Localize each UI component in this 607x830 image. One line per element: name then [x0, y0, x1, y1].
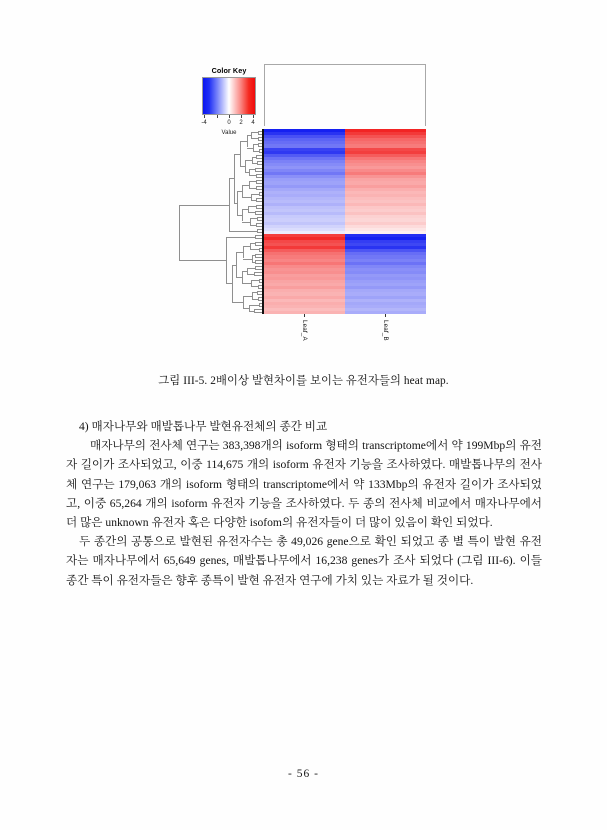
dendrogram-branch: [255, 254, 256, 257]
color-key-tick: [217, 115, 218, 118]
dendrogram-branch: [255, 257, 262, 258]
dendrogram-branch: [255, 254, 262, 255]
dendrogram-branch: [259, 303, 260, 306]
dendrogram-branch: [255, 242, 262, 243]
dendrogram-branch: [242, 185, 243, 197]
heatmap-matrix-wrapper: [264, 129, 426, 314]
dendrogram-branch: [229, 178, 230, 230]
dendrogram-branch: [251, 286, 259, 287]
color-key-tick-labels: [198, 120, 260, 129]
dendrogram-branch: [242, 222, 250, 223]
dendrogram-branch: [258, 131, 259, 134]
dendrogram-branch: [243, 296, 252, 297]
dendrogram-branch: [249, 305, 259, 306]
dendrogram-branch: [259, 279, 260, 282]
dendrogram-branch: [251, 138, 258, 139]
column-tick: [304, 314, 305, 317]
dendrogram-branch: [247, 268, 248, 274]
paragraph-shared-genes: 두 종간의 공통으로 발현된 유전자수는 총 49,026 gene으로 확인 되었고 종 별 특이 발현 유전자는 매자나무에서 65,649 genes, 매발톱나무에서 16,238 genes가 조사 되었다 (그림 III-6). 이들 종간 특이 유전자들은 향후 종특이 발현 유전자 연구에 가치 있는 자료가 될 것이다.: [66, 535, 542, 587]
dendrogram-branch: [254, 272, 262, 273]
dendrogram-branch: [247, 274, 255, 275]
figure-caption: 그림 III-5. 2배이상 발현차이를 보이는 유전자들의 heat map.: [158, 375, 449, 387]
dendrogram-branch: [250, 218, 257, 219]
dendrogram-branch: [251, 280, 252, 286]
body-text-container: [66, 417, 542, 590]
dendrogram-branch: [252, 163, 257, 164]
dendrogram-branch: [254, 309, 262, 310]
dendrogram-branch: [250, 249, 259, 250]
dendrogram-branch: [234, 203, 237, 204]
dendrogram-branch: [237, 191, 238, 216]
dendrogram-branch: [255, 214, 262, 215]
dendrogram-branch: [255, 260, 262, 261]
column-dendrogram: [264, 64, 426, 126]
dendrogram-branch: [232, 302, 243, 303]
dendrogram-branch: [240, 141, 241, 166]
dendrogram-branch: [252, 262, 256, 263]
dendrogram-branch: [255, 235, 262, 236]
dendrogram-branch: [259, 192, 260, 195]
dendrogram-branch: [248, 206, 249, 212]
dendrogram-branch: [258, 137, 259, 140]
dendrogram-branch: [264, 64, 265, 126]
dendrogram-branch: [255, 211, 256, 214]
color-key-tick: [253, 115, 254, 118]
dendrogram-branch: [249, 169, 250, 175]
dendrogram-branch: [258, 297, 259, 300]
dendrogram-branch: [264, 64, 426, 65]
dendrogram-branch: [252, 157, 253, 163]
color-key-tick: [204, 115, 205, 118]
dendrogram-branch: [251, 194, 259, 195]
dendrogram-branch: [255, 269, 262, 270]
dendrogram-branch: [248, 206, 255, 207]
dendrogram-branch: [179, 260, 226, 261]
heatmap-matrix: [264, 129, 426, 314]
dendrogram-branch: [234, 154, 235, 203]
color-key-value-label: Value: [221, 130, 237, 136]
dendrogram-branch: [255, 171, 262, 172]
dendrogram-branch: [252, 292, 253, 298]
color-key-gradient: [202, 77, 256, 115]
heatmap-column-labels: [264, 318, 426, 358]
dendrogram-branch: [242, 197, 251, 198]
dendrogram-branch: [258, 285, 259, 288]
dendrogram-branch: [229, 231, 256, 232]
dendrogram-branch: [243, 246, 244, 258]
page-number: - 56 -: [288, 768, 319, 780]
color-key-tick: [229, 115, 230, 118]
dendrogram-branch: [256, 223, 257, 226]
dendrogram-branch: [251, 280, 259, 281]
dendrogram-branch: [255, 266, 256, 269]
heatmap-column-leaf-a: [264, 129, 345, 314]
dendrogram-branch: [257, 229, 258, 232]
dendrogram-branch: [254, 272, 255, 275]
dendrogram-branch: [179, 205, 229, 206]
dendrogram-branch: [249, 181, 250, 187]
dendrogram-branch: [254, 312, 262, 313]
dendrogram-branch: [254, 309, 255, 312]
dendrogram-branch: [256, 155, 257, 158]
color-key-title: Color Key: [211, 66, 247, 75]
dendrogram-branch: [256, 180, 257, 183]
dendrogram-branch: [232, 265, 233, 302]
dendrogram-branch: [249, 175, 257, 176]
color-key-tick-label: -4: [201, 120, 207, 126]
dendrogram-branch: [248, 212, 255, 213]
dendrogram-branch: [243, 246, 250, 247]
dendrogram-branch: [251, 194, 252, 200]
dendrogram-branch: [255, 266, 262, 267]
color-key-tick-label: 4: [251, 120, 255, 126]
dendrogram-branch: [249, 188, 255, 189]
dendrogram-branch: [250, 225, 256, 226]
dendrogram-branch: [255, 238, 262, 239]
dendrogram-branch: [255, 168, 256, 171]
dendrogram-branch: [425, 64, 426, 126]
dendrogram-branch: [226, 237, 255, 238]
dendrogram-branch: [257, 161, 258, 164]
dendrogram-branch: [179, 205, 180, 261]
dendrogram-branch: [245, 160, 246, 172]
dendrogram-branch: [242, 283, 250, 284]
dendrogram-branch: [243, 308, 248, 309]
dendrogram-branch: [255, 168, 262, 169]
dendrogram-branch: [259, 149, 260, 152]
color-key-tick-label: 0: [227, 120, 231, 126]
dendrogram-branch: [256, 205, 257, 208]
dendrogram-branch: [257, 291, 258, 294]
column-label-leaf-b: Leaf_B: [382, 320, 389, 341]
dendrogram-branch: [242, 209, 243, 221]
heatmap-figure: [168, 52, 458, 362]
dendrogram-branch: [237, 215, 242, 216]
color-key-tick: [241, 115, 242, 118]
dendrogram-branch: [251, 132, 252, 138]
dendrogram-branch: [242, 271, 243, 283]
dendrogram-branch: [236, 252, 237, 277]
dendrogram-branch: [247, 268, 256, 269]
figure-heatmap-block: [0, 52, 607, 362]
color-key-tick-label: 2: [239, 120, 243, 126]
dendrogram-branch: [255, 242, 256, 245]
dendrogram-branch: [249, 311, 255, 312]
column-label-leaf-a: Leaf_A: [301, 320, 308, 341]
section-heading: 4) 매자나무와 매발톱나무 발현유전체의 종간 비교: [79, 420, 328, 433]
dendrogram-branch: [255, 245, 262, 246]
dendrogram-branch: [243, 259, 252, 260]
dendrogram-branch: [255, 260, 256, 263]
dendrogram-branch: [240, 166, 245, 167]
dendrogram-branch: [258, 143, 259, 146]
dendrogram-branch: [236, 277, 242, 278]
dendrogram-branch: [243, 296, 244, 308]
dendrogram-branch: [226, 237, 227, 283]
paragraph-transcriptome-comparison: 매자나무의 전사체 연구는 383,398개의 isoform 형태의 transcriptome에서 약 199Mbp의 유전자 길이가 조사되었고, 이중 114,675 개의 isoform 유전자 기능을 조사하였다. 매발톱나무의 전사체 연구는 179,063 개의 isoform 형태의 transcriptome에서 약 133Mbp의 유전자 길이가 조사되었고, 이중 65,264 개의 isoform 유전자 기능을 조사하였다. 두 종의 전사체 비교에서 매자나무에서 더 많은 unknown 유전자 혹은 다양한 isofom의 유전자들이 더 많이 있음이 확인 되었다.: [66, 439, 542, 530]
heatmap-column-leaf-b: [345, 129, 426, 314]
dendrogram-branch: [249, 305, 250, 311]
dendrogram-branch: [251, 200, 256, 201]
color-key-legend: [194, 66, 264, 136]
dendrogram-branch: [255, 235, 256, 238]
dendrogram-branch: [253, 144, 254, 150]
dendrogram-branch: [256, 174, 257, 177]
dendrogram-branch: [245, 172, 249, 173]
column-tick: [385, 314, 386, 317]
dendrogram-branch: [256, 186, 257, 189]
dendrogram-branch: [257, 217, 258, 220]
dendrogram-branch: [250, 218, 251, 224]
dendrogram-branch: [247, 135, 248, 147]
dendrogram-branch: [252, 299, 257, 300]
dendrogram-branch: [247, 148, 253, 149]
dendrogram-branch: [255, 263, 262, 264]
dendrogram-branch: [256, 198, 257, 201]
dendrogram-branch: [259, 248, 260, 251]
dendrogram-branch: [252, 255, 253, 261]
dendrogram-branch: [254, 275, 262, 276]
dendrogram-branch: [251, 132, 258, 133]
row-dendrogram: [178, 129, 262, 314]
dendrogram-branch: [250, 243, 251, 249]
dendrogram-branch: [226, 283, 233, 284]
dendrogram-branch: [253, 151, 259, 152]
dendrogram-branch: [242, 185, 249, 186]
